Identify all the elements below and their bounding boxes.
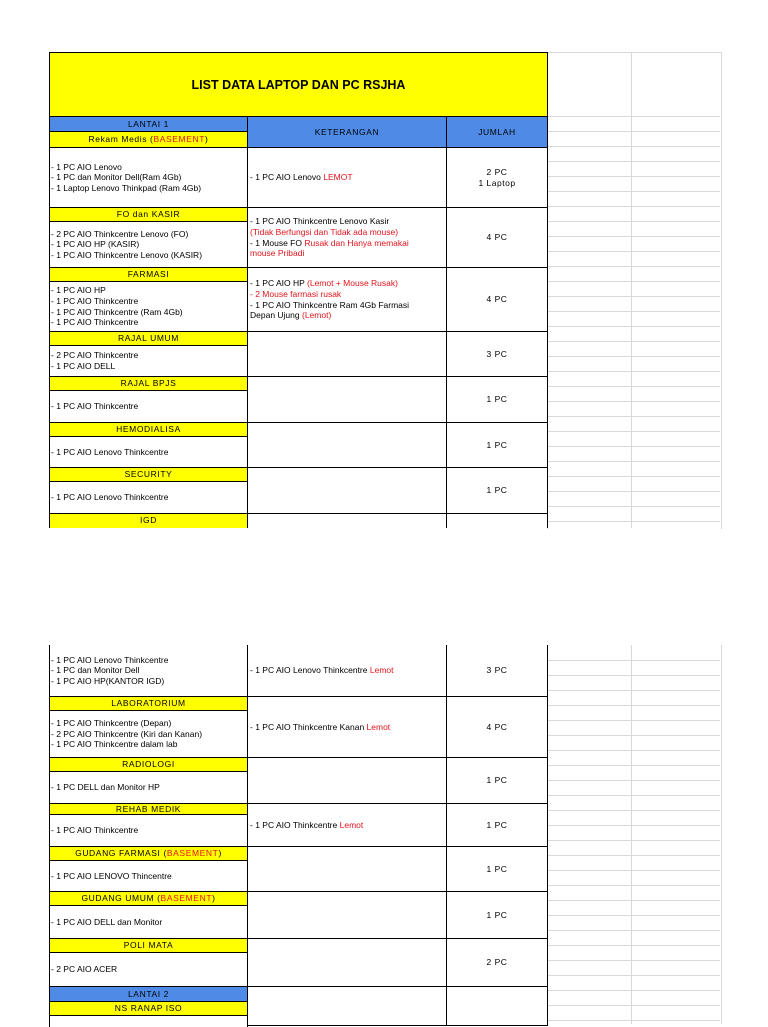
security-label: SECURITY — [124, 469, 173, 479]
ket-text: - 1 PC AIO Thinkcentre Kanan — [250, 721, 367, 732]
grid-row-line — [548, 491, 720, 492]
hemodialisa-items — [49, 436, 248, 468]
list-item: - 1 PC AIO Thinkcentre (Depan) — [51, 718, 172, 729]
list-item: - 2 PC AIO ACER — [51, 964, 118, 975]
grid-row-line — [548, 885, 720, 886]
list-item: - 1 PC AIO DELL dan Monitor — [51, 916, 163, 927]
farmasi-label: FARMASI — [127, 269, 170, 279]
grid-row-line — [548, 521, 720, 522]
grid-row-line — [548, 401, 720, 402]
grid-row-line — [548, 206, 720, 207]
list-item: - 1 PC AIO HP (KASIR) — [51, 239, 140, 250]
grid-row-line — [548, 146, 720, 147]
grid-row-line — [548, 446, 720, 447]
ket-text: Depan Ujung — [250, 310, 302, 321]
rehab-medik-keterangan — [247, 803, 447, 847]
ket-red: LEMOT — [323, 172, 353, 183]
poli-mata-items — [49, 952, 248, 987]
lantai2-jumlah — [446, 986, 548, 1026]
grid-row-line — [548, 356, 720, 357]
ket-red: - 2 Mouse farmasi rusak — [250, 288, 342, 299]
jumlah-value: 1 PC — [486, 775, 508, 785]
rehab-medik-items — [49, 814, 248, 847]
farmasi-jumlah — [446, 267, 548, 332]
list-item: - 1 PC AIO Lenovo — [51, 161, 122, 172]
grid-row-line — [548, 506, 720, 507]
ket-text: - 1 PC AIO Thinkcentre — [250, 819, 340, 830]
jumlah-value: 1 PC — [486, 819, 508, 830]
list-item: - 1 PC AIO Lenovo Thinkcentre — [51, 654, 169, 665]
grid-row-line — [548, 296, 720, 297]
list-item: - 1 PC AIO Thinkcentre — [51, 295, 139, 306]
rajal-bpjs-keterangan — [247, 376, 447, 423]
list-item: - 1 PC AIO Thinkcentre — [51, 825, 139, 836]
gudang-farmasi-keterangan — [247, 846, 447, 892]
list-item: - 1 PC AIO Thinkcentre Lenovo (KASIR) — [51, 249, 203, 260]
security-jumlah — [446, 467, 548, 514]
rajal-bpjs-jumlah — [446, 376, 548, 423]
list-item: - 1 PC AIO Lenovo Thinkcentre — [51, 492, 169, 503]
jumlah-value: 1 PC — [486, 439, 508, 450]
grid-col-line — [631, 52, 632, 528]
laboratorium-items — [49, 710, 248, 758]
rajal-bpjs-label: RAJAL BPJS — [120, 378, 177, 388]
jumlah-value: 2 PC — [486, 166, 508, 177]
grid-row-line — [548, 221, 720, 222]
grid-row-line — [548, 765, 720, 766]
grid-row-line — [548, 735, 720, 736]
grid-row-line — [548, 266, 720, 267]
gudang-farmasi-header — [49, 846, 248, 861]
grid-row-line — [548, 311, 720, 312]
jumlah-value: 1 PC — [486, 863, 508, 874]
grid-row-line — [548, 476, 720, 477]
title-text: LIST DATA LAPTOP DAN PC RSJHA — [191, 77, 406, 92]
radiologi-jumlah — [446, 757, 548, 804]
rajal-bpjs-header — [49, 376, 248, 391]
rekam-medis-suffix: ) — [205, 134, 209, 144]
hemodialisa-header — [49, 422, 248, 437]
list-item: - 1 PC AIO HP — [51, 285, 106, 296]
rehab-medik-label: REHAB MEDIK — [115, 804, 182, 814]
grid-row-line — [548, 690, 720, 691]
jumlah-value: 1 PC — [486, 485, 508, 495]
list-item: - 1 PC AIO Thinkcentre (Ram 4Gb) — [51, 306, 183, 317]
grid-row-line — [548, 161, 720, 162]
grid-row-line — [548, 236, 720, 237]
jumlah-value: 1 PC — [486, 909, 508, 920]
empty-grid-right — [547, 645, 722, 1024]
grid-row-line — [548, 1020, 720, 1021]
grid-row-line — [548, 176, 720, 177]
gudang-umum-label: GUDANG UMUM ( — [81, 893, 161, 903]
igd-col-line — [446, 513, 447, 528]
rajal-umum-items — [49, 345, 248, 377]
gudang-umum-header — [49, 891, 248, 906]
lantai2-label: LANTAI 2 — [127, 989, 170, 999]
grid-row-line — [548, 960, 720, 961]
hemodialisa-label: HEMODIALISA — [116, 424, 181, 434]
fo-kasir-keterangan — [247, 207, 447, 268]
rekam-medis-label: Rekam Medis ( — [88, 134, 154, 144]
poli-mata-jumlah — [446, 938, 548, 987]
rajal-umum-label: RAJAL UMUM — [118, 333, 179, 343]
security-header — [49, 467, 248, 482]
rajal-umum-keterangan — [247, 331, 447, 377]
grid-row-line — [548, 131, 720, 132]
lantai2-keterangan — [247, 986, 447, 1026]
grid-row-line — [548, 825, 720, 826]
rehab-medik-jumlah — [446, 803, 548, 847]
ket-red: mouse Pribadi — [250, 248, 305, 259]
grid-row-line — [548, 900, 720, 901]
lantai1-label: LANTAI 1 — [127, 119, 170, 129]
ket-red: Lemot — [366, 721, 391, 732]
grid-row-line — [548, 116, 720, 117]
fo-kasir-jumlah — [446, 207, 548, 268]
jumlah-value: 4 PC — [486, 721, 508, 732]
gudang-umum-jumlah — [446, 891, 548, 939]
laboratorium-header — [49, 696, 248, 711]
grid-row-line — [548, 720, 720, 721]
laboratorium-jumlah — [446, 696, 548, 758]
gudang-umum-items — [49, 905, 248, 939]
igd-jumlah — [446, 645, 548, 697]
igd-keterangan — [247, 645, 447, 697]
rajal-umum-header — [49, 331, 248, 346]
rekam-medis-items — [49, 147, 248, 208]
lantai1-header — [49, 116, 248, 132]
grid-row-line — [548, 386, 720, 387]
list-item: - 1 PC AIO Thinkcentre — [51, 401, 139, 412]
jumlah-value: 3 PC — [486, 665, 508, 675]
grid-row-line — [548, 416, 720, 417]
laboratorium-keterangan — [247, 696, 447, 758]
radiologi-header — [49, 757, 248, 772]
grid-row-line — [548, 780, 720, 781]
gudang-umum-basement: BASEMENT — [160, 893, 213, 903]
gudang-farmasi-label: GUDANG FARMASI ( — [75, 848, 167, 858]
ns-ranap-iso-label: NS RANAP ISO — [114, 1003, 183, 1013]
jumlah-header — [446, 116, 548, 148]
list-item: - 1 Laptop Lenovo Thinkpad (Ram 4Gb) — [51, 182, 202, 193]
grid-row-line — [548, 870, 720, 871]
grid-row-line — [548, 431, 720, 432]
grid-row-line — [548, 945, 720, 946]
list-item: - 1 PC AIO HP(KANTOR IGD) — [51, 675, 165, 686]
grid-row-line — [548, 660, 720, 661]
grid-row-line — [548, 975, 720, 976]
laboratorium-label: LABORATORIUM — [111, 698, 186, 708]
gudang-farmasi-items — [49, 860, 248, 892]
hemodialisa-jumlah — [446, 422, 548, 468]
grid-row-line — [548, 810, 720, 811]
ket-text: - 1 PC AIO Lenovo — [250, 172, 324, 183]
list-item: - 1 PC dan Monitor Dell — [51, 665, 140, 676]
jumlah-value: 3 PC — [486, 348, 508, 359]
ket-red: (Lemot) — [301, 310, 332, 321]
ket-red: Lemot — [369, 665, 394, 676]
jumlah-value: 4 PC — [486, 294, 508, 304]
grid-row-line — [548, 705, 720, 706]
ket-text: - 1 PC AIO HP — [250, 278, 308, 289]
grid-row-line — [548, 795, 720, 796]
poli-mata-keterangan — [247, 938, 447, 987]
grid-col-line — [631, 645, 632, 1024]
farmasi-items — [49, 281, 248, 332]
igd-col-line — [547, 513, 548, 528]
rajal-bpjs-items — [49, 390, 248, 423]
gudang-farmasi-suffix: ) — [218, 848, 222, 858]
grid-row-line — [548, 1005, 720, 1006]
lantai2-items — [49, 1015, 248, 1027]
grid-row-line — [548, 341, 720, 342]
list-item: - 1 PC AIO DELL — [51, 361, 116, 371]
rekam-medis-basement: BASEMENT — [153, 134, 206, 144]
grid-row-line — [548, 855, 720, 856]
radiologi-items — [49, 771, 248, 804]
grid-row-line — [548, 326, 720, 327]
keterangan-label: KETERANGAN — [314, 127, 380, 137]
jumlah-value: 2 PC — [486, 957, 508, 967]
igd-label: IGD — [140, 515, 157, 525]
ns-ranap-iso-header — [49, 1001, 248, 1016]
ket-text: - 1 PC AIO Thinkcentre Ram 4Gb Farmasi — [250, 299, 410, 310]
grid-row-line — [548, 371, 720, 372]
poli-mata-label: POLI MATA — [123, 940, 174, 950]
gudang-farmasi-basement: BASEMENT — [166, 848, 219, 858]
empty-grid-right — [547, 52, 722, 529]
security-keterangan — [247, 467, 447, 514]
gudang-umum-keterangan — [247, 891, 447, 939]
list-item: - 1 PC AIO Lenovo Thinkcentre — [51, 446, 169, 457]
jumlah-value: 1 Laptop — [478, 177, 516, 188]
grid-row-line — [548, 750, 720, 751]
list-item: - 1 PC dan Monitor Dell(Ram 4Gb) — [51, 172, 182, 183]
gudang-farmasi-jumlah — [446, 846, 548, 892]
rekam-medis-jumlah — [446, 147, 548, 208]
gudang-umum-suffix: ) — [212, 893, 216, 903]
fo-kasir-header — [49, 207, 248, 222]
igd-col-line — [247, 513, 248, 528]
list-item: - 2 PC AIO Thinkcentre (Kiri dan Kanan) — [51, 728, 203, 739]
jumlah-value: 4 PC — [486, 232, 508, 242]
jumlah-value: 1 PC — [486, 394, 508, 404]
grid-row-line — [548, 990, 720, 991]
list-item: - 1 PC AIO Thinkcentre — [51, 317, 139, 328]
ket-text: - 1 Mouse FO — [250, 237, 305, 248]
poli-mata-header — [49, 938, 248, 953]
grid-row-line — [548, 191, 720, 192]
list-item: - 2 PC AIO Thinkcentre Lenovo (FO) — [51, 228, 189, 239]
fo-kasir-items — [49, 221, 248, 268]
igd-header — [49, 513, 248, 528]
radiologi-keterangan — [247, 757, 447, 804]
list-item: - 2 PC AIO Thinkcentre — [51, 350, 139, 361]
igd-items — [49, 645, 248, 697]
farmasi-keterangan — [247, 267, 447, 332]
rekam-medis-header — [49, 131, 248, 148]
list-item: - 1 PC AIO Thinkcentre dalam lab — [51, 739, 178, 750]
grid-row-line — [548, 251, 720, 252]
hemodialisa-keterangan — [247, 422, 447, 468]
fo-kasir-label: FO dan KASIR — [116, 209, 181, 219]
ket-red: Lemot — [339, 819, 364, 830]
rekam-medis-keterangan — [247, 147, 447, 208]
grid-row-line — [548, 675, 720, 676]
list-item: - 1 PC DELL dan Monitor HP — [51, 782, 160, 793]
list-item: - 1 PC AIO LENOVO Thincentre — [51, 870, 172, 881]
grid-row-line — [548, 915, 720, 916]
rajal-umum-jumlah — [446, 331, 548, 377]
ket-red: (Tidak Berfungsi dan Tidak ada mouse) — [250, 226, 399, 237]
ket-red: (Lemot + Mouse Rusak) — [307, 278, 398, 289]
page-title — [49, 52, 548, 117]
grid-row-line — [548, 930, 720, 931]
grid-row-line — [548, 281, 720, 282]
ket-text: - 1 PC AIO Thinkcentre Lenovo Kasir — [250, 216, 390, 227]
jumlah-label: JUMLAH — [478, 127, 516, 137]
keterangan-header — [247, 116, 447, 148]
radiologi-label: RADIOLOGI — [122, 759, 175, 769]
lantai2-header — [49, 986, 248, 1002]
ket-text: - 1 PC AIO Lenovo Thinkcentre — [250, 665, 370, 676]
farmasi-header — [49, 267, 248, 282]
grid-row-line — [548, 840, 720, 841]
security-items — [49, 481, 248, 514]
ket-red: Rusak dan Hanya memakai — [304, 237, 409, 248]
grid-row-line — [548, 461, 720, 462]
